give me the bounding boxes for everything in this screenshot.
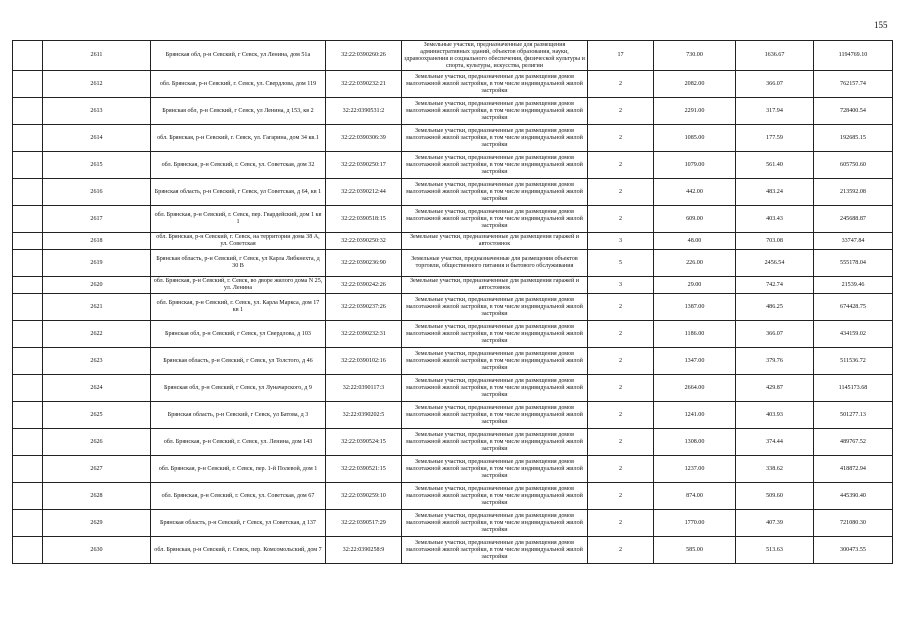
table-row xyxy=(13,125,893,152)
table-row xyxy=(13,375,893,402)
cell-group: 2 xyxy=(588,71,654,98)
cell-usage: Земельные участки, предназначенные для размещения домов малоэтажной жилой застройки, в том числе индивидуальной жилой застройки xyxy=(402,483,588,510)
cell-area: 1387.00 xyxy=(654,294,736,321)
cell-number: 2619 xyxy=(43,250,151,277)
table-row xyxy=(13,206,893,233)
margin-cell xyxy=(13,179,43,206)
cell-usage: Земельные участки, предназначенные для размещения домов малоэтажной жилой застройки, в том числе индивидуальной жилой застройки xyxy=(402,537,588,564)
cell-cadastral: 32:22:0390260:26 xyxy=(326,41,402,71)
table-row xyxy=(13,402,893,429)
table-row xyxy=(13,98,893,125)
cell-value: 511536.72 xyxy=(814,348,893,375)
cell-number: 2623 xyxy=(43,348,151,375)
cell-cadastral: 32:22:0390531:2 xyxy=(326,98,402,125)
cell-value: 605750.60 xyxy=(814,152,893,179)
cell-usage: Земельные участки, предназначенные для размещения домов малоэтажной жилой застройки, в том числе индивидуальной жилой застройки xyxy=(402,402,588,429)
cell-area: 1347.00 xyxy=(654,348,736,375)
margin-cell xyxy=(13,98,43,125)
cell-area: 1237.00 xyxy=(654,456,736,483)
cell-value: 21539.46 xyxy=(814,277,893,294)
cell-address: Брянская область, р-н Севский, г Севск, ул Батова, д 3 xyxy=(151,402,326,429)
table-row xyxy=(13,429,893,456)
cell-number: 2612 xyxy=(43,71,151,98)
cell-area: 730.00 xyxy=(654,41,736,71)
cell-number: 2614 xyxy=(43,125,151,152)
margin-cell xyxy=(13,348,43,375)
cell-value: 721080.30 xyxy=(814,510,893,537)
margin-cell xyxy=(13,510,43,537)
table-row xyxy=(13,294,893,321)
cell-number: 2625 xyxy=(43,402,151,429)
cell-group: 2 xyxy=(588,483,654,510)
cell-group: 2 xyxy=(588,206,654,233)
cell-number: 2624 xyxy=(43,375,151,402)
cell-group: 3 xyxy=(588,233,654,250)
cell-area: 585.00 xyxy=(654,537,736,564)
table-row xyxy=(13,456,893,483)
cell-group: 2 xyxy=(588,98,654,125)
cell-rate: 2456.54 xyxy=(736,250,814,277)
margin-cell xyxy=(13,152,43,179)
cell-usage: Земельные участки, предназначенные для размещения гаражей и автостоянок xyxy=(402,277,588,294)
cell-cadastral: 32:22:0390250:17 xyxy=(326,152,402,179)
cell-value: 762157.74 xyxy=(814,71,893,98)
cell-number: 2621 xyxy=(43,294,151,321)
cell-number: 2611 xyxy=(43,41,151,71)
cell-group: 2 xyxy=(588,321,654,348)
cell-area: 29.00 xyxy=(654,277,736,294)
cell-group: 2 xyxy=(588,348,654,375)
cell-group: 17 xyxy=(588,41,654,71)
cell-value: 445390.40 xyxy=(814,483,893,510)
cell-value: 674428.75 xyxy=(814,294,893,321)
cell-area: 1186.00 xyxy=(654,321,736,348)
cell-value: 192685.15 xyxy=(814,125,893,152)
cell-cadastral: 32:22:0390242:26 xyxy=(326,277,402,294)
cell-usage: Земельные участки, предназначенные для размещения домов малоэтажной жилой застройки, в том числе индивидуальной жилой застройки xyxy=(402,456,588,483)
cell-number: 2617 xyxy=(43,206,151,233)
cell-area: 1079.00 xyxy=(654,152,736,179)
cell-area: 1241.00 xyxy=(654,402,736,429)
cell-cadastral: 32:22:0390212:44 xyxy=(326,179,402,206)
cell-rate: 509.60 xyxy=(736,483,814,510)
cell-rate: 486.25 xyxy=(736,294,814,321)
table-row xyxy=(13,277,893,294)
cell-group: 2 xyxy=(588,429,654,456)
table-row xyxy=(13,321,893,348)
cell-address: Брянская обл, р-н Севский, г Севск, ул Ленина, д 153, кв 2 xyxy=(151,98,326,125)
cell-area: 609.00 xyxy=(654,206,736,233)
cell-group: 2 xyxy=(588,125,654,152)
cell-area: 1308.00 xyxy=(654,429,736,456)
cell-usage: Земельные участки, предназначенные для размещения административных зданий, объектов образования, науки, здравоохранения и социального обеспечения, физической культуры и спорта, культуры, искусства, религии xyxy=(402,41,588,71)
cell-rate: 403.43 xyxy=(736,206,814,233)
cell-usage: Земельные участки, предназначенные для размещения домов малоэтажной жилой застройки, в том числе индивидуальной жилой застройки xyxy=(402,348,588,375)
cell-rate: 703.08 xyxy=(736,233,814,250)
cell-cadastral: 32:22:0390236:90 xyxy=(326,250,402,277)
land-registry-table xyxy=(12,40,893,564)
table-row xyxy=(13,152,893,179)
cell-value: 1194769.10 xyxy=(814,41,893,71)
cell-usage: Земельные участки, предназначенные для размещения гаражей и автостоянок xyxy=(402,233,588,250)
cell-rate: 403.93 xyxy=(736,402,814,429)
cell-rate: 407.39 xyxy=(736,510,814,537)
cell-usage: Земельные участки, предназначенные для размещения домов малоэтажной жилой застройки, в том числе индивидуальной жилой застройки xyxy=(402,179,588,206)
cell-cadastral: 32:22:0390258:9 xyxy=(326,537,402,564)
cell-address: обл. Брянская, р-н Севский, г. Севск, пер. 1-й Полевой, дом 1 xyxy=(151,456,326,483)
cell-value: 1145173.68 xyxy=(814,375,893,402)
cell-number: 2626 xyxy=(43,429,151,456)
cell-area: 226.00 xyxy=(654,250,736,277)
cell-usage: Земельные участки, предназначенные для размещения домов малоэтажной жилой застройки, в том числе индивидуальной жилой застройки xyxy=(402,206,588,233)
cell-group: 5 xyxy=(588,250,654,277)
cell-cadastral: 32:22:0390524:15 xyxy=(326,429,402,456)
cell-group: 2 xyxy=(588,375,654,402)
cell-usage: Земельные участки, предназначенные для размещения домов малоэтажной жилой застройки, в том числе индивидуальной жилой застройки xyxy=(402,375,588,402)
cell-cadastral: 32:22:0390306:39 xyxy=(326,125,402,152)
table-row xyxy=(13,71,893,98)
cell-usage: Земельные участки, предназначенные для размещения домов малоэтажной жилой застройки, в том числе индивидуальной жилой застройки xyxy=(402,152,588,179)
margin-cell xyxy=(13,429,43,456)
cell-number: 2629 xyxy=(43,510,151,537)
cell-area: 2291.00 xyxy=(654,98,736,125)
cell-address: Брянская обл, р-н Севский, г Севск, ул Свердлова, д 103 xyxy=(151,321,326,348)
cell-cadastral: 32:22:0390259:10 xyxy=(326,483,402,510)
margin-cell xyxy=(13,71,43,98)
cell-address: обл. Брянская, р-н Севский, г. Севск, на территории дома 38 А, ул. Советская xyxy=(151,233,326,250)
cell-cadastral: 32:22:0390521:15 xyxy=(326,456,402,483)
cell-area: 442.00 xyxy=(654,179,736,206)
cell-address: Брянская обл, р-н Севский, г Севск, ул Луначарского, д 9 xyxy=(151,375,326,402)
margin-cell xyxy=(13,483,43,510)
cell-number: 2618 xyxy=(43,233,151,250)
margin-cell xyxy=(13,456,43,483)
cell-address: обл. Брянская, р-н Севский, г. Севск, пер. Гвардейский, дом 1 кв 1 xyxy=(151,206,326,233)
cell-cadastral: 32:22:0390518:15 xyxy=(326,206,402,233)
cell-cadastral: 32:22:0390102:16 xyxy=(326,348,402,375)
cell-number: 2616 xyxy=(43,179,151,206)
cell-value: 33747.84 xyxy=(814,233,893,250)
cell-area: 48.00 xyxy=(654,233,736,250)
cell-group: 2 xyxy=(588,510,654,537)
cell-value: 213592.08 xyxy=(814,179,893,206)
cell-rate: 429.87 xyxy=(736,375,814,402)
margin-cell xyxy=(13,206,43,233)
cell-number: 2620 xyxy=(43,277,151,294)
margin-cell xyxy=(13,233,43,250)
margin-cell xyxy=(13,402,43,429)
margin-cell xyxy=(13,375,43,402)
cell-group: 2 xyxy=(588,294,654,321)
cell-number: 2628 xyxy=(43,483,151,510)
cell-address: обл. Брянская, р-н Севский, г. Севск, ул. Гагарина, дом 34 кв.1 xyxy=(151,125,326,152)
cell-value: 300473.55 xyxy=(814,537,893,564)
margin-cell xyxy=(13,125,43,152)
cell-cadastral: 32:22:0390202:5 xyxy=(326,402,402,429)
margin-cell xyxy=(13,250,43,277)
cell-address: обл. Брянская, р-н Севский, г. Севск, ул. Карла Маркса, дом 17 кв 1 xyxy=(151,294,326,321)
margin-cell xyxy=(13,321,43,348)
cell-usage: Земельные участки, предназначенные для размещения домов малоэтажной жилой застройки, в том числе индивидуальной жилой застройки xyxy=(402,125,588,152)
margin-cell xyxy=(13,537,43,564)
cell-value: 434159.02 xyxy=(814,321,893,348)
page-number: 155 xyxy=(874,20,888,30)
cell-group: 3 xyxy=(588,277,654,294)
cell-value: 418872.94 xyxy=(814,456,893,483)
cell-address: Брянская область, р-н Севский, г Севск, ул Толстого, д 46 xyxy=(151,348,326,375)
cell-rate: 483.24 xyxy=(736,179,814,206)
cell-group: 2 xyxy=(588,537,654,564)
cell-group: 2 xyxy=(588,179,654,206)
cell-usage: Земельные участки, предназначенные для размещения домов малоэтажной жилой застройки, в том числе индивидуальной жилой застройки xyxy=(402,294,588,321)
cell-value: 555178.04 xyxy=(814,250,893,277)
cell-address: обл. Брянская, р-н Севский, г. Севск, во дворе жилого дома N 25, ул. Ленина xyxy=(151,277,326,294)
cell-cadastral: 32:22:0390250:32 xyxy=(326,233,402,250)
margin-cell xyxy=(13,277,43,294)
cell-rate: 513.63 xyxy=(736,537,814,564)
cell-number: 2630 xyxy=(43,537,151,564)
table-row xyxy=(13,179,893,206)
cell-number: 2615 xyxy=(43,152,151,179)
cell-address: обл. Брянская, р-н Севский, г. Севск, ул. Свердлова, дом 119 xyxy=(151,71,326,98)
cell-group: 2 xyxy=(588,402,654,429)
cell-rate: 1636.67 xyxy=(736,41,814,71)
cell-address: обл. Брянская, р-н Севский, г. Севск, пер. Комсомольский, дом 7 xyxy=(151,537,326,564)
cell-usage: Земельные участки, предназначенные для размещения объектов торговли, общественного питания и бытового обслуживания xyxy=(402,250,588,277)
cell-value: 245688.87 xyxy=(814,206,893,233)
cell-value: 501277.13 xyxy=(814,402,893,429)
table-row xyxy=(13,348,893,375)
cell-rate: 742.74 xyxy=(736,277,814,294)
cell-number: 2627 xyxy=(43,456,151,483)
table-row xyxy=(13,510,893,537)
cell-rate: 366.07 xyxy=(736,321,814,348)
table-row xyxy=(13,537,893,564)
table-row xyxy=(13,483,893,510)
cell-address: обл. Брянская, р-н Севский, г. Севск, ул. Советская, дом 67 xyxy=(151,483,326,510)
cell-usage: Земельные участки, предназначенные для размещения домов малоэтажной жилой застройки, в том числе индивидуальной жилой застройки xyxy=(402,321,588,348)
cell-value: 489767.52 xyxy=(814,429,893,456)
cell-area: 2082.00 xyxy=(654,71,736,98)
cell-area: 1085.00 xyxy=(654,125,736,152)
cell-number: 2613 xyxy=(43,98,151,125)
cell-cadastral: 32:22:0390232:31 xyxy=(326,321,402,348)
cell-value: 728400.54 xyxy=(814,98,893,125)
margin-cell xyxy=(13,294,43,321)
cell-rate: 366.07 xyxy=(736,71,814,98)
cell-address: Брянская область, р-н Севский, г Севск, ул Советская, д 64, кв 1 xyxy=(151,179,326,206)
cell-rate: 177.59 xyxy=(736,125,814,152)
cell-usage: Земельные участки, предназначенные для размещения домов малоэтажной жилой застройки, в том числе индивидуальной жилой застройки xyxy=(402,71,588,98)
cell-usage: Земельные участки, предназначенные для размещения домов малоэтажной жилой застройки, в том числе индивидуальной жилой застройки xyxy=(402,510,588,537)
cell-address: обл. Брянская, р-н Севский, г. Севск, ул. Советская, дом 32 xyxy=(151,152,326,179)
table-row xyxy=(13,250,893,277)
margin-cell xyxy=(13,41,43,71)
cell-cadastral: 32:22:0390117:3 xyxy=(326,375,402,402)
cell-usage: Земельные участки, предназначенные для размещения домов малоэтажной жилой застройки, в том числе индивидуальной жилой застройки xyxy=(402,98,588,125)
cell-address: Брянская обл, р-н Севский, г Севск, ул Ленина, дом 51а xyxy=(151,41,326,71)
cell-number: 2622 xyxy=(43,321,151,348)
cell-cadastral: 32:22:0390232:21 xyxy=(326,71,402,98)
cell-area: 874.00 xyxy=(654,483,736,510)
table-row xyxy=(13,233,893,250)
cell-group: 2 xyxy=(588,456,654,483)
cell-rate: 561.40 xyxy=(736,152,814,179)
cell-rate: 317.94 xyxy=(736,98,814,125)
cell-rate: 379.76 xyxy=(736,348,814,375)
cell-area: 2664.00 xyxy=(654,375,736,402)
cell-address: Брянская область, р-н Севский, г Севск, ул Советская, д 137 xyxy=(151,510,326,537)
cell-address: обл. Брянская, р-н Севский, г. Севск, ул. Ленина, дом 143 xyxy=(151,429,326,456)
cell-rate: 338.62 xyxy=(736,456,814,483)
cell-cadastral: 32:22:0390517:29 xyxy=(326,510,402,537)
cell-rate: 374.44 xyxy=(736,429,814,456)
cell-usage: Земельные участки, предназначенные для размещения домов малоэтажной жилой застройки, в том числе индивидуальной жилой застройки xyxy=(402,429,588,456)
cell-cadastral: 32:22:0390237:26 xyxy=(326,294,402,321)
cell-address: Брянская область, р-н Севский, г Севск, ул Карла Либкнехта, д 30 В xyxy=(151,250,326,277)
table-row xyxy=(13,41,893,71)
cell-area: 1770.00 xyxy=(654,510,736,537)
cell-group: 2 xyxy=(588,152,654,179)
